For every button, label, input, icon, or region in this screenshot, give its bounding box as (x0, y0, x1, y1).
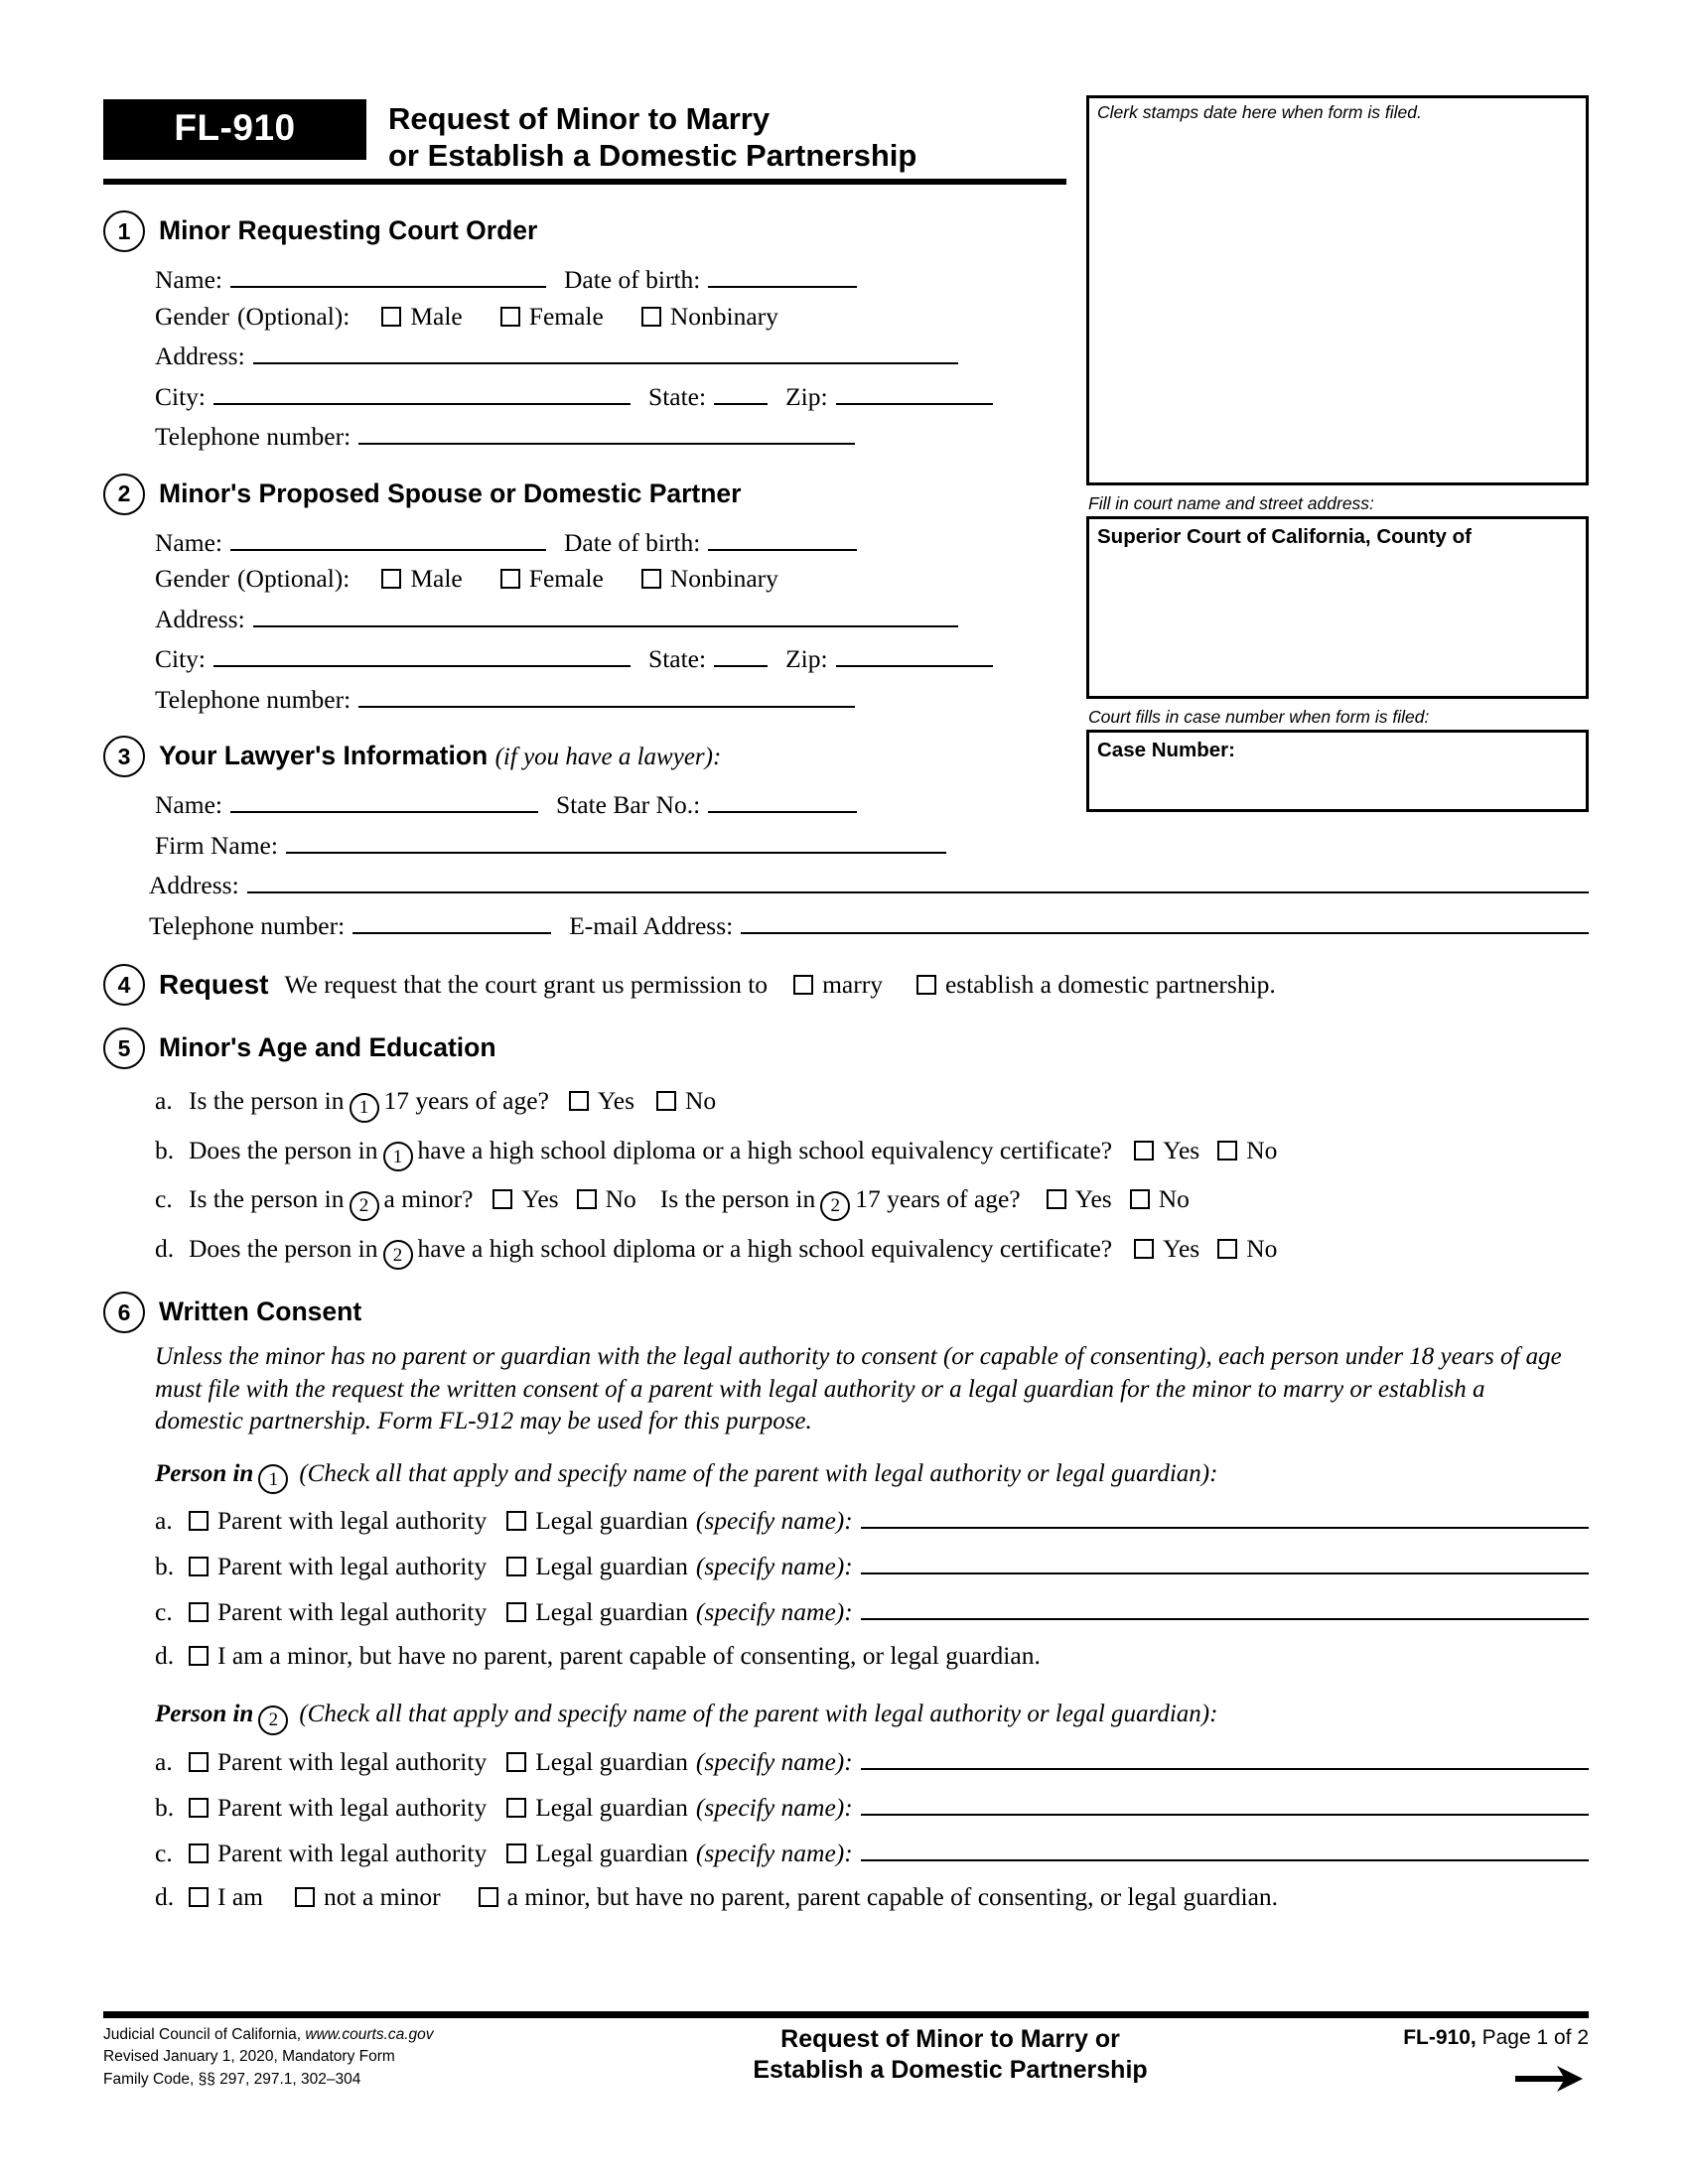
section-5-item-c (103, 1184, 1589, 1217)
section-2-proposed-spouse (103, 474, 1589, 713)
minor2-dob-label: Date of birth: (563, 527, 701, 557)
section-5-item-a (103, 1086, 1589, 1119)
minor1-zip-input[interactable] (836, 380, 993, 405)
minor1-zip-label: Zip: (785, 381, 828, 411)
item-b-no-label: No (1246, 1135, 1278, 1164)
form-title-line-1: Request of Minor to Marry (388, 101, 771, 136)
p2-d-letter: d. (155, 1881, 175, 1911)
lawyer-firm-label: Firm Name: (155, 830, 278, 860)
minor1-state-input[interactable] (714, 380, 768, 405)
section-6-title: Written Consent (159, 1297, 362, 1327)
header-divider (103, 179, 1066, 185)
lawyer-firm-input[interactable] (286, 829, 946, 854)
footer-revised-line: Revised January 1, 2020, Mandatory Form (103, 2048, 395, 2066)
p1-c-name-input[interactable] (861, 1595, 1589, 1620)
minor1-gender-nonbinary-label: Nonbinary (669, 301, 778, 331)
p2-b-letter: b. (155, 1792, 175, 1822)
item-c2-yes-checkbox[interactable] (1047, 1189, 1066, 1209)
p2-a-specify-label: (specify name): (695, 1746, 853, 1776)
footer-council-line (103, 2024, 639, 2046)
section-5-item-d (103, 1234, 1589, 1267)
footer-center-title (639, 2024, 1261, 2100)
lawyer-phone-input[interactable] (352, 909, 551, 934)
lawyer-name-input[interactable] (230, 788, 538, 813)
item-c-post2: 17 years of age? (855, 1184, 1021, 1213)
item-b-person-circle: 1 (383, 1142, 413, 1171)
case-number-label: Case Number: (1097, 739, 1235, 761)
person-2-heading (103, 1701, 1589, 1731)
minor2-gender-label: Gender (155, 564, 230, 593)
item-d-pre: Does the person in (189, 1233, 378, 1263)
lawyer-phone-label: Telephone number: (149, 910, 346, 940)
footer-divider (103, 2011, 1589, 2018)
minor1-phone-label: Telephone number: (155, 422, 352, 451)
person-1-heading-bold: Person in (155, 1459, 254, 1487)
minor2-gender-female-label: Female (528, 564, 604, 593)
person-1-row-a (103, 1504, 1589, 1536)
lawyer-firm-row (103, 829, 1589, 859)
footer-left-block (103, 2024, 639, 2100)
p2-d-not-minor-checkbox[interactable] (295, 1887, 315, 1907)
lawyer-address-label: Address: (149, 871, 239, 899)
court-name-caption: Fill in court name and street address: (1088, 493, 1374, 513)
minor1-address-label: Address: (155, 341, 245, 370)
item-c-yes-label: Yes (521, 1184, 559, 1213)
minor2-gender-nonbinary-checkbox[interactable] (641, 569, 661, 589)
p1-b-letter: b. (155, 1552, 175, 1580)
minor2-phone-row (103, 683, 1589, 713)
minor2-phone-label: Telephone number: (155, 684, 352, 714)
minor1-gender-nonbinary-checkbox[interactable] (641, 307, 661, 327)
court-name-label: Superior Court of California, County of (1097, 525, 1472, 548)
p1-a-parent-checkbox[interactable] (189, 1511, 209, 1531)
item-c-pre2: Is the person in (659, 1184, 816, 1213)
minor2-name-label: Name: (155, 527, 222, 557)
item-d-no-label: No (1246, 1233, 1278, 1263)
minor1-city-row (103, 380, 1589, 410)
p1-a-name-input[interactable] (861, 1504, 1589, 1529)
minor1-gender-female-label: Female (528, 301, 604, 331)
form-title-line-2: or Establish a Domestic Partnership (388, 137, 917, 173)
p2-d-minor-label: a minor, but have no parent, parent capable of consenting, or legal guardian. (506, 1881, 1279, 1911)
item-b-post: have a high school diploma or a high school equivalency certificate? (417, 1135, 1113, 1164)
section-3-number: 3 (103, 736, 145, 777)
item-d-post: have a high school diploma or a high school equivalency certificate? (417, 1233, 1113, 1263)
p2-b-specify-label: (specify name): (695, 1792, 853, 1822)
section-4-number: 4 (103, 964, 145, 1006)
section-6-number: 6 (103, 1292, 145, 1333)
section-3-lawyer-info (103, 736, 1589, 938)
minor2-name-row (103, 526, 1589, 556)
person-1-row-b (103, 1550, 1589, 1581)
minor2-gender-female-checkbox[interactable] (500, 569, 520, 589)
p2-d-iam-checkbox[interactable] (189, 1887, 209, 1907)
section-5-number: 5 (103, 1027, 145, 1069)
minor2-state-label: State: (648, 644, 707, 673)
minor1-phone-row (103, 420, 1589, 450)
p1-d-letter: d. (155, 1641, 175, 1670)
clerk-stamp-caption: Clerk stamps date here when form is filed. (1097, 102, 1422, 122)
footer-center-line-1: Request of Minor to Marry or (780, 2025, 1120, 2053)
p2-a-guardian-checkbox[interactable] (506, 1752, 526, 1772)
lawyer-email-label: E-mail Address: (569, 910, 734, 940)
form-footer (103, 2011, 1589, 2100)
p2-a-parent-label: Parent with legal authority (217, 1746, 488, 1776)
section-4-title: Request (159, 969, 269, 1000)
minor1-address-input[interactable] (253, 340, 958, 364)
p1-a-guardian-label: Legal guardian (535, 1506, 688, 1535)
p1-b-parent-label: Parent with legal authority (217, 1552, 488, 1580)
minor2-city-label: City: (155, 644, 207, 673)
person-2-row-a (103, 1745, 1589, 1777)
item-d-no-checkbox[interactable] (1217, 1239, 1237, 1259)
section-5-item-b (103, 1136, 1589, 1168)
minor2-gender-row (103, 566, 1589, 592)
section-6-written-consent (103, 1292, 1589, 1912)
item-c-no-label: No (605, 1184, 636, 1213)
minor2-city-input[interactable] (213, 642, 631, 667)
request-marry-checkbox[interactable] (793, 975, 813, 995)
lawyer-address-input[interactable] (247, 869, 1589, 893)
section-2-title: Minor's Proposed Spouse or Domestic Partner (159, 478, 742, 508)
minor1-city-input[interactable] (213, 380, 631, 405)
minor2-zip-input[interactable] (836, 642, 993, 667)
p2-b-guardian-checkbox[interactable] (506, 1798, 526, 1818)
lawyer-name-row (103, 788, 1589, 818)
request-marry-label: marry (822, 970, 883, 999)
p2-c-guardian-label: Legal guardian (535, 1838, 688, 1867)
item-c-post: a minor? (383, 1184, 474, 1213)
lawyer-bar-input[interactable] (708, 788, 857, 813)
item-c2-yes-label: Yes (1074, 1184, 1112, 1213)
item-c-no-checkbox[interactable] (577, 1189, 597, 1209)
minor2-gender-optional: (Optional): (237, 564, 351, 593)
item-d-yes-label: Yes (1163, 1233, 1200, 1263)
item-a-yes-label: Yes (597, 1086, 634, 1115)
item-b-no-checkbox[interactable] (1217, 1141, 1237, 1160)
section-5-title: Minor's Age and Education (159, 1032, 496, 1063)
person-2-row-c (103, 1837, 1589, 1868)
p2-d-minor-checkbox[interactable] (479, 1887, 498, 1907)
minor1-state-label: State: (648, 381, 707, 411)
p2-a-name-input[interactable] (861, 1745, 1589, 1770)
p1-d-checkbox[interactable] (189, 1646, 209, 1666)
person-1-row-d (103, 1641, 1589, 1671)
p2-c-guardian-checkbox[interactable] (506, 1843, 526, 1863)
section-3-title-text: Your Lawyer's Information (159, 741, 489, 771)
p2-a-guardian-label: Legal guardian (535, 1746, 688, 1776)
footer-code-line: Family Code, §§ 297, 297.1, 302–304 (103, 2070, 361, 2088)
p1-d-label: I am a minor, but have no parent, parent capable of consenting, or legal guardian. (217, 1641, 1041, 1670)
minor2-gender-male-checkbox[interactable] (381, 569, 401, 589)
request-partnership-label: establish a domestic partnership. (944, 970, 1276, 999)
person-2-circle: 2 (258, 1706, 288, 1735)
p2-b-name-input[interactable] (861, 1791, 1589, 1816)
item-d-person-circle: 2 (383, 1240, 413, 1270)
p1-c-parent-label: Parent with legal authority (217, 1597, 488, 1626)
minor1-gender-optional: (Optional): (237, 301, 351, 331)
p1-b-guardian-label: Legal guardian (535, 1552, 688, 1580)
section-6-paragraph: Unless the minor has no parent or guardian with the legal authority to consent (or capable of consenting), each person under 18 years of age must file with the request the written consent of a parent with legal authority or a legal guardian for the minor to marry or establish a domestic partnership. Form FL-912 may be used for this purpose. (155, 1343, 1562, 1434)
item-a-post: 17 years of age? (383, 1086, 549, 1115)
item-a-letter: a. (155, 1086, 173, 1115)
footer-council-text: Judicial Council of California, (103, 2026, 306, 2043)
item-a-no-label: No (685, 1086, 717, 1115)
footer-right-block (1261, 2024, 1589, 2100)
minor2-zip-label: Zip: (785, 644, 828, 673)
person-2-row-b (103, 1791, 1589, 1823)
person-2-heading-bold: Person in (155, 1701, 254, 1727)
minor1-name-row (103, 263, 1589, 293)
p1-c-guardian-label: Legal guardian (535, 1597, 688, 1626)
p1-a-letter: a. (155, 1506, 173, 1535)
next-page-arrow-icon (1261, 2064, 1589, 2100)
p2-b-guardian-label: Legal guardian (535, 1792, 688, 1822)
minor2-state-input[interactable] (714, 642, 768, 667)
p2-c-specify-label: (specify name): (695, 1838, 853, 1867)
p2-c-parent-checkbox[interactable] (189, 1843, 209, 1863)
request-partnership-checkbox[interactable] (916, 975, 936, 995)
minor1-name-label: Name: (155, 265, 222, 294)
minor2-gender-male-label: Male (410, 564, 463, 593)
footer-page-number: Page 1 of 2 (1481, 2026, 1589, 2049)
item-c-person-circle: 2 (350, 1191, 379, 1221)
p1-c-specify-label: (specify name): (695, 1597, 853, 1626)
p1-b-specify-label: (specify name): (695, 1552, 853, 1580)
section-3-title (159, 742, 721, 771)
section-1-title: Minor Requesting Court Order (159, 215, 538, 246)
minor2-name-input[interactable] (230, 526, 546, 551)
p2-d-iam-label: I am (217, 1881, 264, 1911)
p1-c-parent-checkbox[interactable] (189, 1602, 209, 1622)
minor1-city-label: City: (155, 381, 207, 411)
minor1-gender-row (103, 301, 1589, 331)
p2-b-parent-label: Parent with legal authority (217, 1792, 488, 1822)
item-a-no-checkbox[interactable] (656, 1091, 676, 1111)
person-1-heading-paren: (Check all that apply and specify name of the parent with legal authority or legal guardian): (299, 1459, 1218, 1487)
person-1-heading (103, 1460, 1589, 1491)
item-b-yes-checkbox[interactable] (1134, 1141, 1154, 1160)
item-c-pre: Is the person in (189, 1184, 345, 1213)
form-title (366, 99, 916, 174)
p1-a-specify-label: (specify name): (695, 1506, 853, 1535)
p2-d-not-minor-label: not a minor (324, 1881, 441, 1911)
form-header (103, 99, 1066, 185)
lawyer-contact-row (103, 909, 1589, 939)
item-a-pre: Is the person in (189, 1086, 345, 1115)
person-2-heading-paren: (Check all that apply and specify name of the parent with legal authority or legal guardian): (299, 1701, 1218, 1727)
p1-c-guardian-checkbox[interactable] (506, 1602, 526, 1622)
section-4-text: We request that the court grant us permission to (284, 970, 769, 999)
section-5-age-education (103, 1027, 1589, 1266)
minor2-city-row (103, 642, 1589, 672)
lawyer-name-label: Name: (155, 790, 222, 819)
lawyer-address-row (103, 869, 1589, 898)
minor2-address-input[interactable] (253, 603, 958, 627)
item-c2-no-label: No (1158, 1184, 1190, 1213)
minor1-gender-male-label: Male (410, 301, 463, 331)
item-c-person-circle-2: 2 (820, 1191, 850, 1221)
footer-website-link[interactable]: www.courts.ca.gov (305, 2026, 434, 2043)
minor1-dob-label: Date of birth: (563, 265, 701, 294)
minor1-phone-input[interactable] (358, 420, 855, 445)
section-3-title-note: (if you have a lawyer): (494, 744, 722, 771)
lawyer-email-input[interactable] (741, 909, 1589, 934)
minor2-address-row (103, 603, 1589, 632)
p2-c-parent-label: Parent with legal authority (217, 1838, 488, 1867)
item-b-yes-label: Yes (1163, 1135, 1200, 1164)
footer-center-line-2: Establish a Domestic Partnership (753, 2056, 1148, 2085)
p2-c-name-input[interactable] (861, 1837, 1589, 1861)
person-1-row-c (103, 1595, 1589, 1627)
p1-b-name-input[interactable] (861, 1550, 1589, 1574)
item-d-yes-checkbox[interactable] (1134, 1239, 1154, 1259)
p2-b-parent-checkbox[interactable] (189, 1798, 209, 1818)
person-1-circle: 1 (258, 1464, 288, 1494)
minor2-gender-nonbinary-label: Nonbinary (669, 564, 778, 593)
section-4-request (103, 964, 1589, 1006)
p1-a-guardian-checkbox[interactable] (506, 1511, 526, 1531)
p1-b-parent-checkbox[interactable] (189, 1557, 209, 1576)
minor1-gender-label: Gender (155, 301, 230, 331)
form-number-badge: FL-910 (103, 99, 366, 160)
item-c2-no-checkbox[interactable] (1130, 1189, 1150, 1209)
p1-b-guardian-checkbox[interactable] (506, 1557, 526, 1576)
section-1-minor-requesting (103, 210, 1589, 450)
person-2-row-d (103, 1882, 1589, 1912)
footer-form-number: FL-910, (1403, 2026, 1477, 2049)
minor1-gender-male-checkbox[interactable] (381, 307, 401, 327)
item-c-yes-checkbox[interactable] (492, 1189, 512, 1209)
minor2-address-label: Address: (155, 604, 245, 633)
item-d-letter: d. (155, 1233, 175, 1263)
minor1-dob-input[interactable] (708, 263, 857, 288)
p1-a-parent-label: Parent with legal authority (217, 1506, 488, 1535)
p2-c-letter: c. (155, 1838, 173, 1867)
item-a-yes-checkbox[interactable] (569, 1091, 589, 1111)
minor1-name-input[interactable] (230, 263, 546, 288)
item-b-letter: b. (155, 1135, 175, 1164)
item-c-letter: c. (155, 1184, 173, 1213)
section-1-number: 1 (103, 210, 145, 252)
minor1-address-row (103, 340, 1589, 369)
item-b-pre: Does the person in (189, 1135, 378, 1164)
footer-page-line (1261, 2026, 1589, 2050)
p2-a-parent-checkbox[interactable] (189, 1752, 209, 1772)
item-a-person-circle: 1 (350, 1093, 379, 1123)
case-number-caption: Court fills in case number when form is filed: (1088, 707, 1430, 727)
lawyer-bar-label: State Bar No.: (555, 790, 701, 819)
p1-c-letter: c. (155, 1597, 173, 1626)
p2-a-letter: a. (155, 1746, 173, 1776)
minor2-phone-input[interactable] (358, 683, 855, 708)
form-body (103, 210, 1589, 1912)
minor1-gender-female-checkbox[interactable] (500, 307, 520, 327)
section-2-number: 2 (103, 474, 145, 515)
minor2-dob-input[interactable] (708, 526, 857, 551)
